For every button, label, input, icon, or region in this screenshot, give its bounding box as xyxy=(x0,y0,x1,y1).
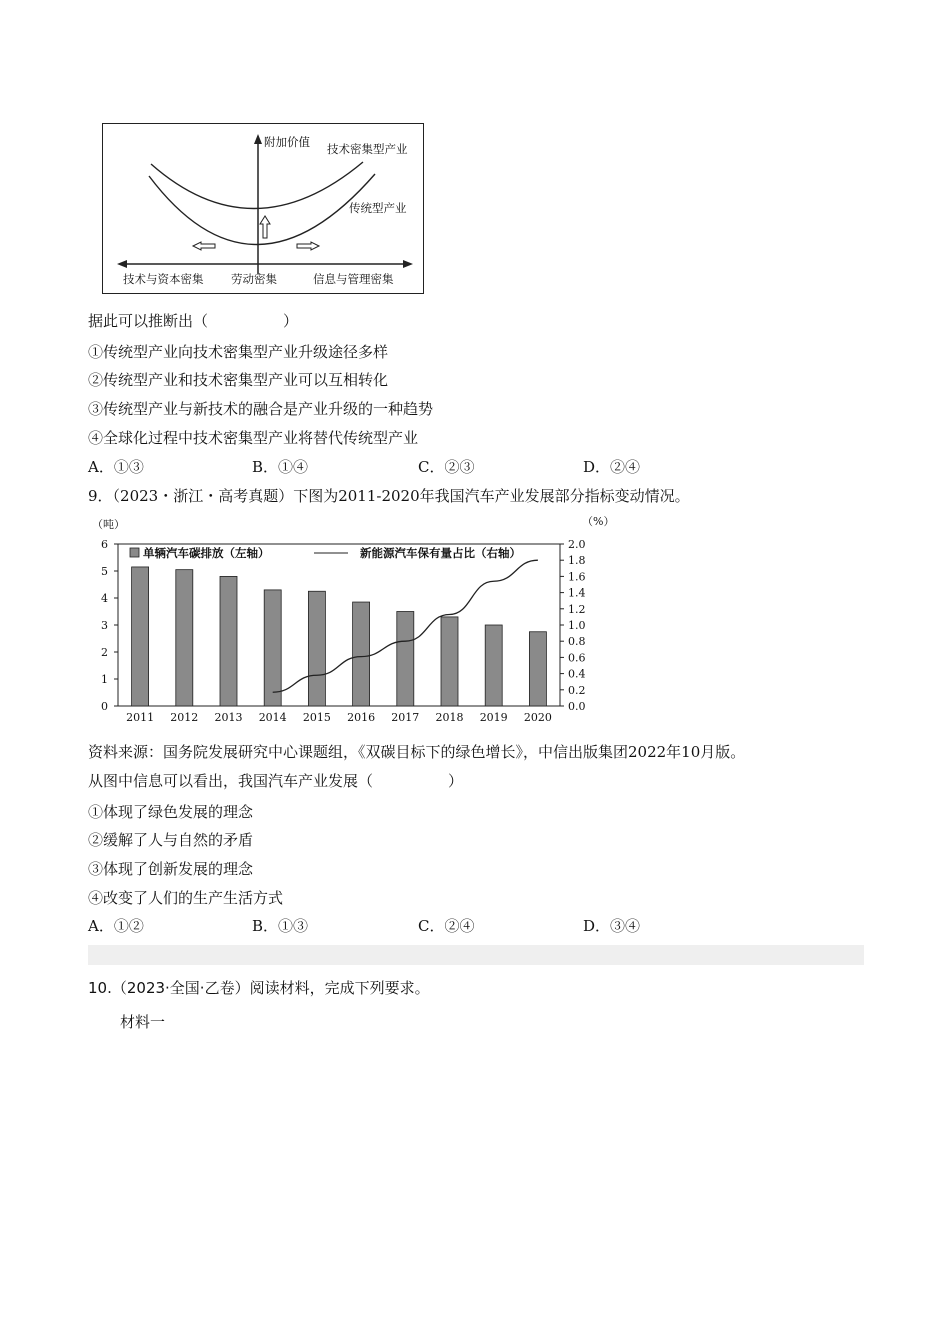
q9-item-2: ②缓解了人与自然的矛盾 xyxy=(88,831,254,849)
q9-option-c[interactable]: C．②④ xyxy=(418,917,475,935)
right-tick-label: 1.8 xyxy=(568,554,586,568)
x-left-label: 技术与资本密集 xyxy=(123,272,204,286)
x-tick-label: 2014 xyxy=(258,711,287,724)
q9-item-1: ①体现了绿色发展的理念 xyxy=(88,803,254,821)
q9-stem: 9．（2023・浙江・高考真题）下图为2011-2020年我国汽车产业发展部分指标变动情况。 xyxy=(88,487,690,505)
right-tick-label: 1.6 xyxy=(568,570,586,584)
bar-2014 xyxy=(264,590,281,706)
bar-2012 xyxy=(176,570,193,706)
bar-2016 xyxy=(353,602,370,706)
y-axis-arrow xyxy=(254,134,262,144)
q8-option-d[interactable]: D．②④ xyxy=(583,458,641,476)
x-tick-label: 2015 xyxy=(302,711,331,724)
legend-line-label: 新能源汽车保有量占比（右轴） xyxy=(360,546,521,560)
q8-item-3: ③传统型产业与新技术的融合是产业升级的一种趋势 xyxy=(88,400,434,418)
upper-curve xyxy=(151,162,363,209)
bar-2018 xyxy=(441,617,458,706)
up-arrow-icon xyxy=(260,216,270,238)
q9-option-a[interactable]: A．①② xyxy=(88,917,144,935)
x-tick-label: 2017 xyxy=(391,711,420,724)
x-tick-label: 2012 xyxy=(170,711,199,724)
left-tick-label: 1 xyxy=(101,673,108,686)
q8-stem: 据此可以推断出（ ） xyxy=(88,312,299,330)
q8-item-2: ②传统型产业和技术密集型产业可以互相转化 xyxy=(88,371,389,389)
bar-2019 xyxy=(485,625,502,706)
q9-question: 从图中信息可以看出，我国汽车产业发展（ ） xyxy=(88,772,464,790)
left-tick-label: 4 xyxy=(101,592,108,605)
left-arrow-icon xyxy=(193,242,215,250)
right-tick-label: 0.2 xyxy=(568,683,586,697)
x-tick-label: 2013 xyxy=(214,711,243,724)
bar-2020 xyxy=(529,632,546,706)
left-tick-label: 0 xyxy=(101,700,108,713)
q9-source: 资料来源：国务院发展研究中心课题组，《双碳目标下的绿色增长》，中信出版集团2022年10月版。 xyxy=(88,743,746,761)
chart-svg xyxy=(88,512,618,727)
left-tick-label: 2 xyxy=(101,646,108,659)
x-tick-label: 2020 xyxy=(523,711,552,724)
x-right-label: 信息与管理密集 xyxy=(313,272,394,286)
q8-item-4: ④全球化过程中技术密集型产业将替代传统型产业 xyxy=(88,429,419,447)
q8-option-b[interactable]: B．①④ xyxy=(252,458,309,476)
q10-stem: 10.（2023·全国·乙卷）阅读材料，完成下列要求。 xyxy=(88,979,430,997)
q9-option-b[interactable]: B．①③ xyxy=(252,917,309,935)
bar-2011 xyxy=(132,567,149,706)
right-arrow-icon xyxy=(297,242,319,250)
auto-industry-chart xyxy=(88,512,618,727)
x-axis-left-arrow xyxy=(117,260,127,268)
q8-item-1: ①传统型产业向技术密集型产业升级途径多样 xyxy=(88,343,389,361)
x-axis-right-arrow xyxy=(403,260,413,268)
q8-option-a[interactable]: A．①③ xyxy=(88,458,144,476)
upper-curve-label: 技术密集型产业 xyxy=(327,142,408,156)
right-tick-label: 0.6 xyxy=(568,651,586,665)
left-unit-label: （吨） xyxy=(92,518,125,531)
right-tick-label: 0.8 xyxy=(568,635,586,649)
x-tick-label: 2018 xyxy=(435,711,464,724)
lower-curve xyxy=(149,174,375,245)
industry-upgrade-diagram xyxy=(102,123,424,294)
separator-bar xyxy=(88,945,864,965)
bar-2013 xyxy=(220,576,237,706)
q9-option-d[interactable]: D．③④ xyxy=(583,917,641,935)
lower-curve-label: 传统型产业 xyxy=(349,201,407,215)
q9-item-4: ④改变了人们的生产生活方式 xyxy=(88,889,284,907)
x-tick-label: 2011 xyxy=(126,711,155,724)
right-tick-label: 1.4 xyxy=(568,586,586,600)
x-center-label: 劳动密集 xyxy=(231,272,277,286)
legend-bar-swatch xyxy=(130,548,139,557)
right-unit-label: （%） xyxy=(582,515,615,528)
bar-2017 xyxy=(397,612,414,707)
right-tick-label: 1.2 xyxy=(568,602,586,616)
q8-option-c[interactable]: C．②③ xyxy=(418,458,475,476)
q9-item-3: ③体现了创新发展的理念 xyxy=(88,860,254,878)
left-tick-label: 5 xyxy=(101,565,108,578)
x-tick-label: 2016 xyxy=(347,711,376,724)
q10-material: 材料一 xyxy=(120,1013,166,1031)
x-tick-label: 2019 xyxy=(479,711,508,724)
legend-bar-label: 单辆汽车碳排放（左轴） xyxy=(143,546,270,560)
y-axis-label: 附加价值 xyxy=(264,135,310,149)
bar-2015 xyxy=(308,591,325,706)
right-tick-label: 2.0 xyxy=(568,538,586,551)
left-tick-label: 3 xyxy=(101,619,108,632)
left-tick-label: 6 xyxy=(101,538,108,551)
right-tick-label: 0.4 xyxy=(568,667,586,681)
right-tick-label: 0.0 xyxy=(568,700,586,713)
right-tick-label: 1.0 xyxy=(568,619,586,632)
